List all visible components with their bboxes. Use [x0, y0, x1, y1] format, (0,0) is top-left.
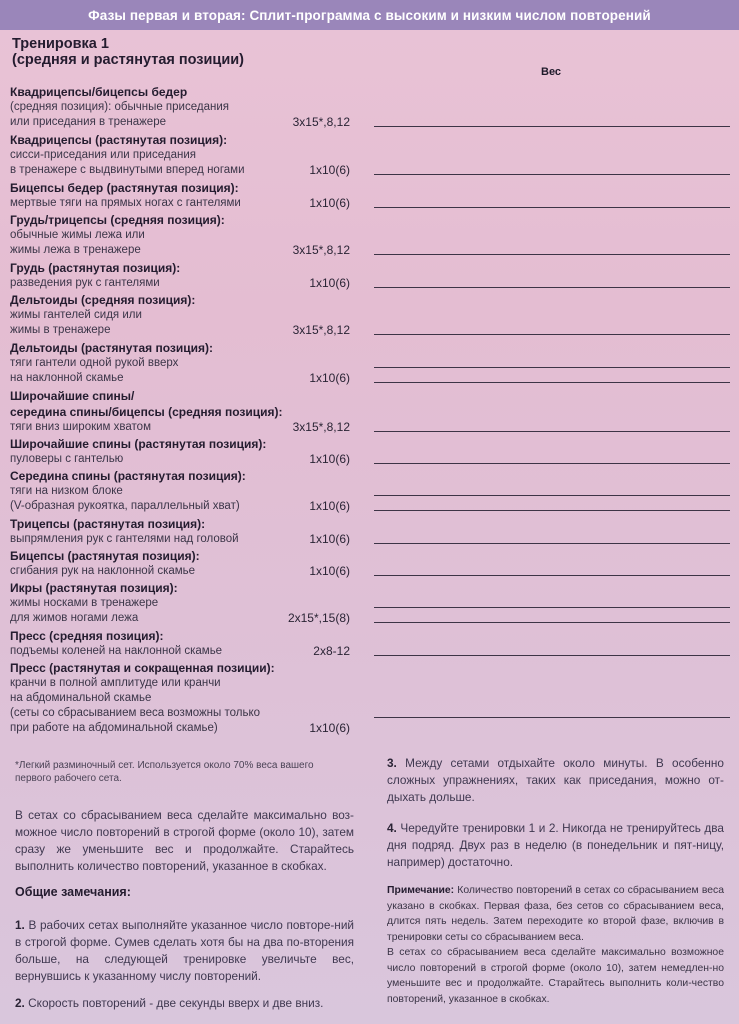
remark-block — [387, 883, 724, 1007]
weight-entry-line[interactable] — [374, 334, 730, 335]
exercise-row — [10, 436, 730, 467]
note-number: 3. — [387, 756, 397, 770]
exercise-heading: Середина спины (растянутая позиция): — [10, 469, 246, 483]
weight-entry-line[interactable] — [374, 495, 730, 496]
footnote-line: первого рабочего сета. — [15, 773, 122, 784]
exercise-row — [10, 628, 730, 659]
exercise-row — [10, 660, 730, 736]
exercise-line: в тренажере с выдвинутыми вперед ногами — [10, 164, 245, 176]
exercise-reps: 1x10(6) — [309, 721, 350, 735]
exercise-line: для жимов ногами лежа — [10, 612, 139, 624]
exercise-line: (V-образная рукоятка, параллельный хват) — [10, 500, 240, 512]
weight-entry-line[interactable] — [374, 622, 730, 623]
exercise-row — [10, 340, 730, 386]
exercise-heading: Бицепсы бедер (растянутая позиция): — [10, 181, 239, 195]
weight-entry-line[interactable] — [374, 174, 730, 175]
exercise-row — [10, 292, 730, 338]
exercise-heading: Дельтоиды (растянутая позиция): — [10, 341, 213, 355]
weight-entry-line[interactable] — [374, 510, 730, 511]
exercise-heading: Квадрицепсы (растянутая позиция): — [10, 133, 228, 147]
exercise-line: мертвые тяги на прямых ногах с гантелями — [10, 197, 241, 209]
remark-paragraph-2: В сетах со сбрасыванием веса сделайте максимально возможное число повторений в строгой форме (около 10), затем немедлен-но уменьшите вес и продолжайте. Старайтесь выполнить коли-чество повторений, указанное в скобках. — [387, 947, 724, 1005]
exercise-line: кранчи в полной амплитуде или кранчи — [10, 677, 221, 689]
general-note-4 — [387, 820, 724, 871]
weight-entry-line[interactable] — [374, 287, 730, 288]
weight-entry-line[interactable] — [374, 367, 730, 368]
exercise-reps: 2x8-12 — [313, 644, 350, 658]
remark-paragraph-1 — [387, 883, 724, 945]
note-text: Чередуйте тренировки 1 и 2. Никогда не тренируйтесь два дня подряд. Двух раз в неделю (в понедельник и пят-ницу, например) достаточно. — [387, 821, 724, 869]
exercise-heading: Икры (растянутая позиция): — [10, 581, 178, 595]
exercise-reps: 3x15*,8,12 — [292, 115, 350, 129]
workout-title — [12, 36, 244, 68]
note-text: В рабочих сетах выполняйте указанное число повторе-ний в строгой форме. Сумев сделать хотя бы на два по-вторения больше, на следующей тренировке увеличьте вес, вернувшись к указанному числу повторений. — [15, 918, 355, 983]
weight-entry-line[interactable] — [374, 543, 730, 544]
exercise-reps: 1x10(6) — [309, 532, 350, 546]
exercise-row — [10, 548, 730, 579]
note-number: 1. — [15, 918, 25, 932]
exercise-line: подъемы коленей на наклонной скамье — [10, 645, 223, 657]
exercise-row — [10, 260, 730, 291]
exercise-row — [10, 132, 730, 178]
exercise-heading: Широчайшие спины (растянутая позиция): — [10, 437, 267, 451]
exercise-line: жимы лежа в тренажере — [10, 244, 141, 256]
exercise-reps: 3x15*,8,12 — [292, 323, 350, 337]
exercise-heading: Трицепсы (растянутая позиция): — [10, 517, 206, 531]
weight-entry-line[interactable] — [374, 431, 730, 432]
weight-entry-line[interactable] — [374, 575, 730, 576]
note-number: 4. — [387, 821, 397, 835]
exercise-reps: 1x10(6) — [309, 163, 350, 177]
weight-entry-line[interactable] — [374, 717, 730, 718]
exercise-line: (сеты со сбрасыванием веса возможны только — [10, 707, 261, 719]
exercise-row — [10, 580, 730, 626]
footnote-line: *Легкий разминочный сет. Используется около 70% веса вашего — [15, 760, 314, 771]
exercise-heading: Дельтоиды (средняя позиция): — [10, 293, 196, 307]
weight-entry-line[interactable] — [374, 607, 730, 608]
exercise-row — [10, 388, 730, 435]
exercise-line: тяги вниз широким хватом — [10, 421, 151, 433]
exercise-line: обычные жимы лежа или — [10, 229, 145, 241]
exercise-line: жимы в тренажере — [10, 324, 111, 336]
exercise-reps: 1x10(6) — [309, 371, 350, 385]
drop-sets-paragraph: В сетах со сбрасыванием веса сделайте максимально воз-можное число повторений в строгой форме (около 10), затем сразу же уменьшите вес и продолжайте. Старайтесь выполнить количество повторений, указанное в скобках. — [15, 808, 354, 873]
exercise-row — [10, 84, 730, 130]
exercise-row — [10, 180, 730, 211]
exercise-row — [10, 468, 730, 514]
exercise-heading: Широчайшие спины/ — [10, 389, 135, 403]
remark-text: Количество повторений в сетах со сбрасыванием веса указано в скобках. Первая фаза, без сетов со сбрасыванием веса, длится пять недель. Затем переходите ко второй фазе, включив в тренировки сеты со сбрасыванием веса. — [387, 885, 725, 943]
note-text: Скорость повторений - две секунды вверх и две вниз. — [28, 996, 324, 1010]
exercise-heading: Бицепсы (растянутая позиция): — [10, 549, 200, 563]
weight-entry-line[interactable] — [374, 254, 730, 255]
note-number: 2. — [15, 996, 25, 1010]
exercise-line: тяги на низком блоке — [10, 485, 123, 497]
exercise-heading: Пресс (средняя позиция): — [10, 629, 164, 643]
exercise-reps: 2x15*,15(8) — [287, 611, 350, 625]
exercise-heading: Квадрицепсы/бицепсы бедер — [10, 85, 188, 99]
note-text: Между сетами отдыхайте около минуты. В особенно сложных упражнениях, таких как приседания, можно от-дыхать дольше. — [387, 756, 724, 804]
exercise-heading: Грудь/трицепсы (средняя позиция): — [10, 213, 225, 227]
exercise-line: на абдоминальной скамье — [10, 692, 152, 704]
exercise-heading: Пресс (растянутая и сокращенная позиции): — [10, 661, 275, 675]
exercise-line: при работе на абдоминальной скамье) — [10, 722, 218, 734]
exercise-reps: 3x15*,8,12 — [292, 243, 350, 257]
exercise-reps: 1x10(6) — [309, 452, 350, 466]
exercise-reps: 1x10(6) — [309, 499, 350, 513]
exercise-line: тяги гантели одной рукой вверх — [10, 357, 179, 369]
exercise-row — [10, 516, 730, 547]
weight-entry-line[interactable] — [374, 126, 730, 127]
exercise-line: на наклонной скамье — [10, 372, 124, 384]
exercise-line: (средняя позиция): обычные приседания — [10, 101, 229, 113]
exercise-line: разведения рук с гантелями — [10, 277, 160, 289]
exercise-heading: середина спины/бицепсы (средняя позиция): — [10, 405, 283, 419]
exercise-line: жимы носками в тренажере — [10, 597, 159, 609]
weight-column-label: Вес — [541, 66, 562, 78]
workout-title-line-2: (средняя и растянутая позиции) — [12, 52, 244, 68]
header-title: Фазы первая и вторая: Сплит-программа с высоким и низким числом повторений — [88, 7, 651, 23]
general-note-2 — [15, 995, 354, 1012]
exercise-heading: Грудь (растянутая позиция): — [10, 261, 181, 275]
page-header — [0, 0, 739, 30]
weight-entry-line[interactable] — [374, 655, 730, 656]
weight-entry-line[interactable] — [374, 207, 730, 208]
exercise-row — [10, 212, 730, 258]
weight-entry-line[interactable] — [374, 463, 730, 464]
workout-title-line-1: Тренировка 1 — [12, 36, 109, 52]
exercise-reps: 3x15*,8,12 — [292, 420, 350, 434]
weight-entry-line[interactable] — [374, 382, 730, 383]
exercise-line: сгибания рук на наклонной скамье — [10, 565, 196, 577]
general-notes-title: Общие замечания: — [15, 885, 131, 899]
general-note-3 — [387, 755, 724, 806]
exercise-reps: 1x10(6) — [309, 196, 350, 210]
warmup-footnote — [15, 759, 354, 785]
exercise-reps: 1x10(6) — [309, 276, 350, 290]
general-note-1 — [15, 917, 354, 985]
exercise-line: сисси-приседания или приседания — [10, 149, 196, 161]
exercise-line: выпрямления рук с гантелями над головой — [10, 533, 239, 545]
exercise-reps: 1x10(6) — [309, 564, 350, 578]
exercise-line: пуловеры с гантелью — [10, 453, 124, 465]
exercise-line: или приседания в тренажере — [10, 116, 166, 128]
exercise-line: жимы гантелей сидя или — [10, 309, 142, 321]
remark-label: Примечание: — [387, 885, 455, 896]
